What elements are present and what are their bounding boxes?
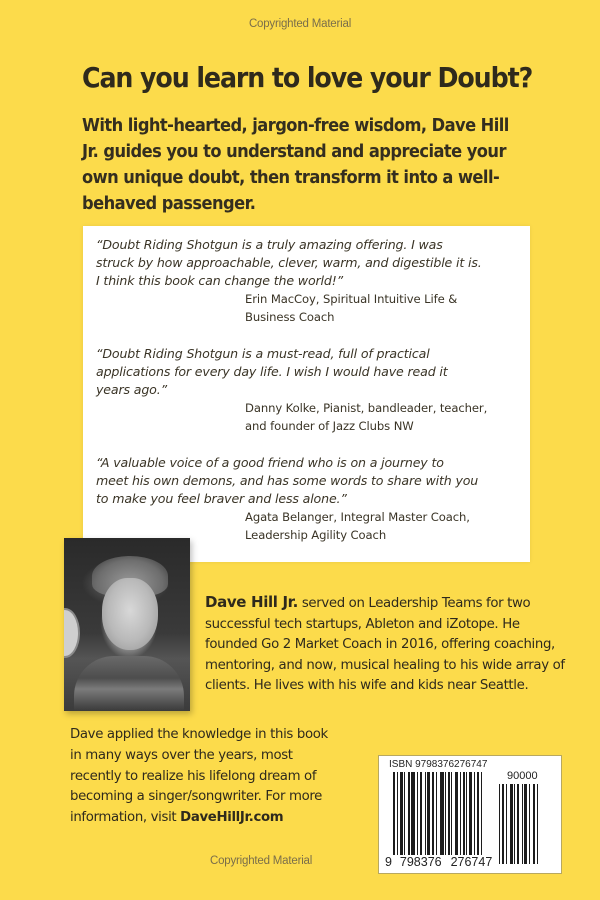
shirt-shape xyxy=(74,656,184,711)
bio-text: served on Leadership Teams for two successful tech startups, Ableton and iZotope. He founded Go 2 Market Coach in 2016, offering coaching, mentoring, and now, musical healing to his wide array of clients. He lives with his wife and kids near Seattle. xyxy=(205,596,565,693)
copyright-watermark-top: Copyrighted Material xyxy=(248,18,352,30)
attribution-line: and founder of Jazz Clubs NW xyxy=(245,419,414,433)
price-code: 90000 xyxy=(507,770,538,782)
attribution-line: Agata Belanger, Integral Master Coach, xyxy=(245,510,470,524)
author-name: Dave Hill Jr. xyxy=(205,593,298,611)
barcode-digits xyxy=(383,855,495,869)
barcode-digit-group-1: 798376 xyxy=(399,855,442,869)
quote-line: meet his own demons, and has some words to share with you xyxy=(96,473,479,488)
attribution-line: Leadership Agility Coach xyxy=(245,528,387,542)
testimonial-attribution-2 xyxy=(245,399,525,435)
website-link[interactable]: DaveHillJr.com xyxy=(180,810,284,826)
more-info-paragraph xyxy=(70,725,330,829)
attribution-line: Business Coach xyxy=(245,310,335,324)
barcode-bars-icon xyxy=(393,772,489,862)
quote-line: applications for every day life. I wish I would have read it xyxy=(96,364,448,379)
quote-line: to make you feel braver and less alone.” xyxy=(96,491,347,506)
barcode-digit-group-2: 276747 xyxy=(450,855,493,869)
headline: Can you learn to love your Doubt? xyxy=(82,62,533,94)
attribution-line: Danny Kolke, Pianist, bandleader, teacher, xyxy=(245,401,488,415)
quote-line: struck by how approachable, clever, warm, and digestible it is. xyxy=(96,255,482,270)
barcode-digit-first: 9 xyxy=(385,855,392,869)
quote-line: “Doubt Riding Shotgun is a truly amazing offering. I was xyxy=(96,237,443,252)
testimonial-attribution-1 xyxy=(245,290,525,326)
author-photo xyxy=(64,538,190,711)
isbn-barcode xyxy=(378,755,562,874)
addon-barcode-bars-icon xyxy=(499,784,547,864)
isbn-label: ISBN 9798376276747 xyxy=(389,759,488,770)
copyright-watermark-bottom: Copyrighted Material xyxy=(210,855,313,867)
more-info-text: Dave applied the knowledge in this book in many ways over the years, most recently to realize his lifelong dream of becoming a singer/songwriter. For more information, visit xyxy=(70,727,328,826)
attribution-line: Erin MacCoy, Spiritual Intuitive Life & xyxy=(245,292,458,306)
testimonial-quote-2 xyxy=(96,345,526,399)
testimonial-quote-3 xyxy=(96,454,526,508)
face-shape xyxy=(102,578,158,650)
author-bio xyxy=(205,592,565,697)
testimonial-attribution-3 xyxy=(245,508,525,544)
intro-paragraph: With light-hearted, jargon-free wisdom, Dave Hill Jr. guides you to understand and appreciate your own unique doubt, then transform it into a well-behaved passenger. xyxy=(82,116,509,214)
quote-line: “Doubt Riding Shotgun is a must-read, full of practical xyxy=(96,346,430,361)
quote-line: “A valuable voice of a good friend who is on a journey to xyxy=(96,455,444,470)
quote-line: I think this book can change the world!” xyxy=(96,273,343,288)
testimonial-quote-1 xyxy=(96,236,526,290)
drum-shape xyxy=(64,608,80,658)
quote-line: years ago.” xyxy=(96,382,167,397)
